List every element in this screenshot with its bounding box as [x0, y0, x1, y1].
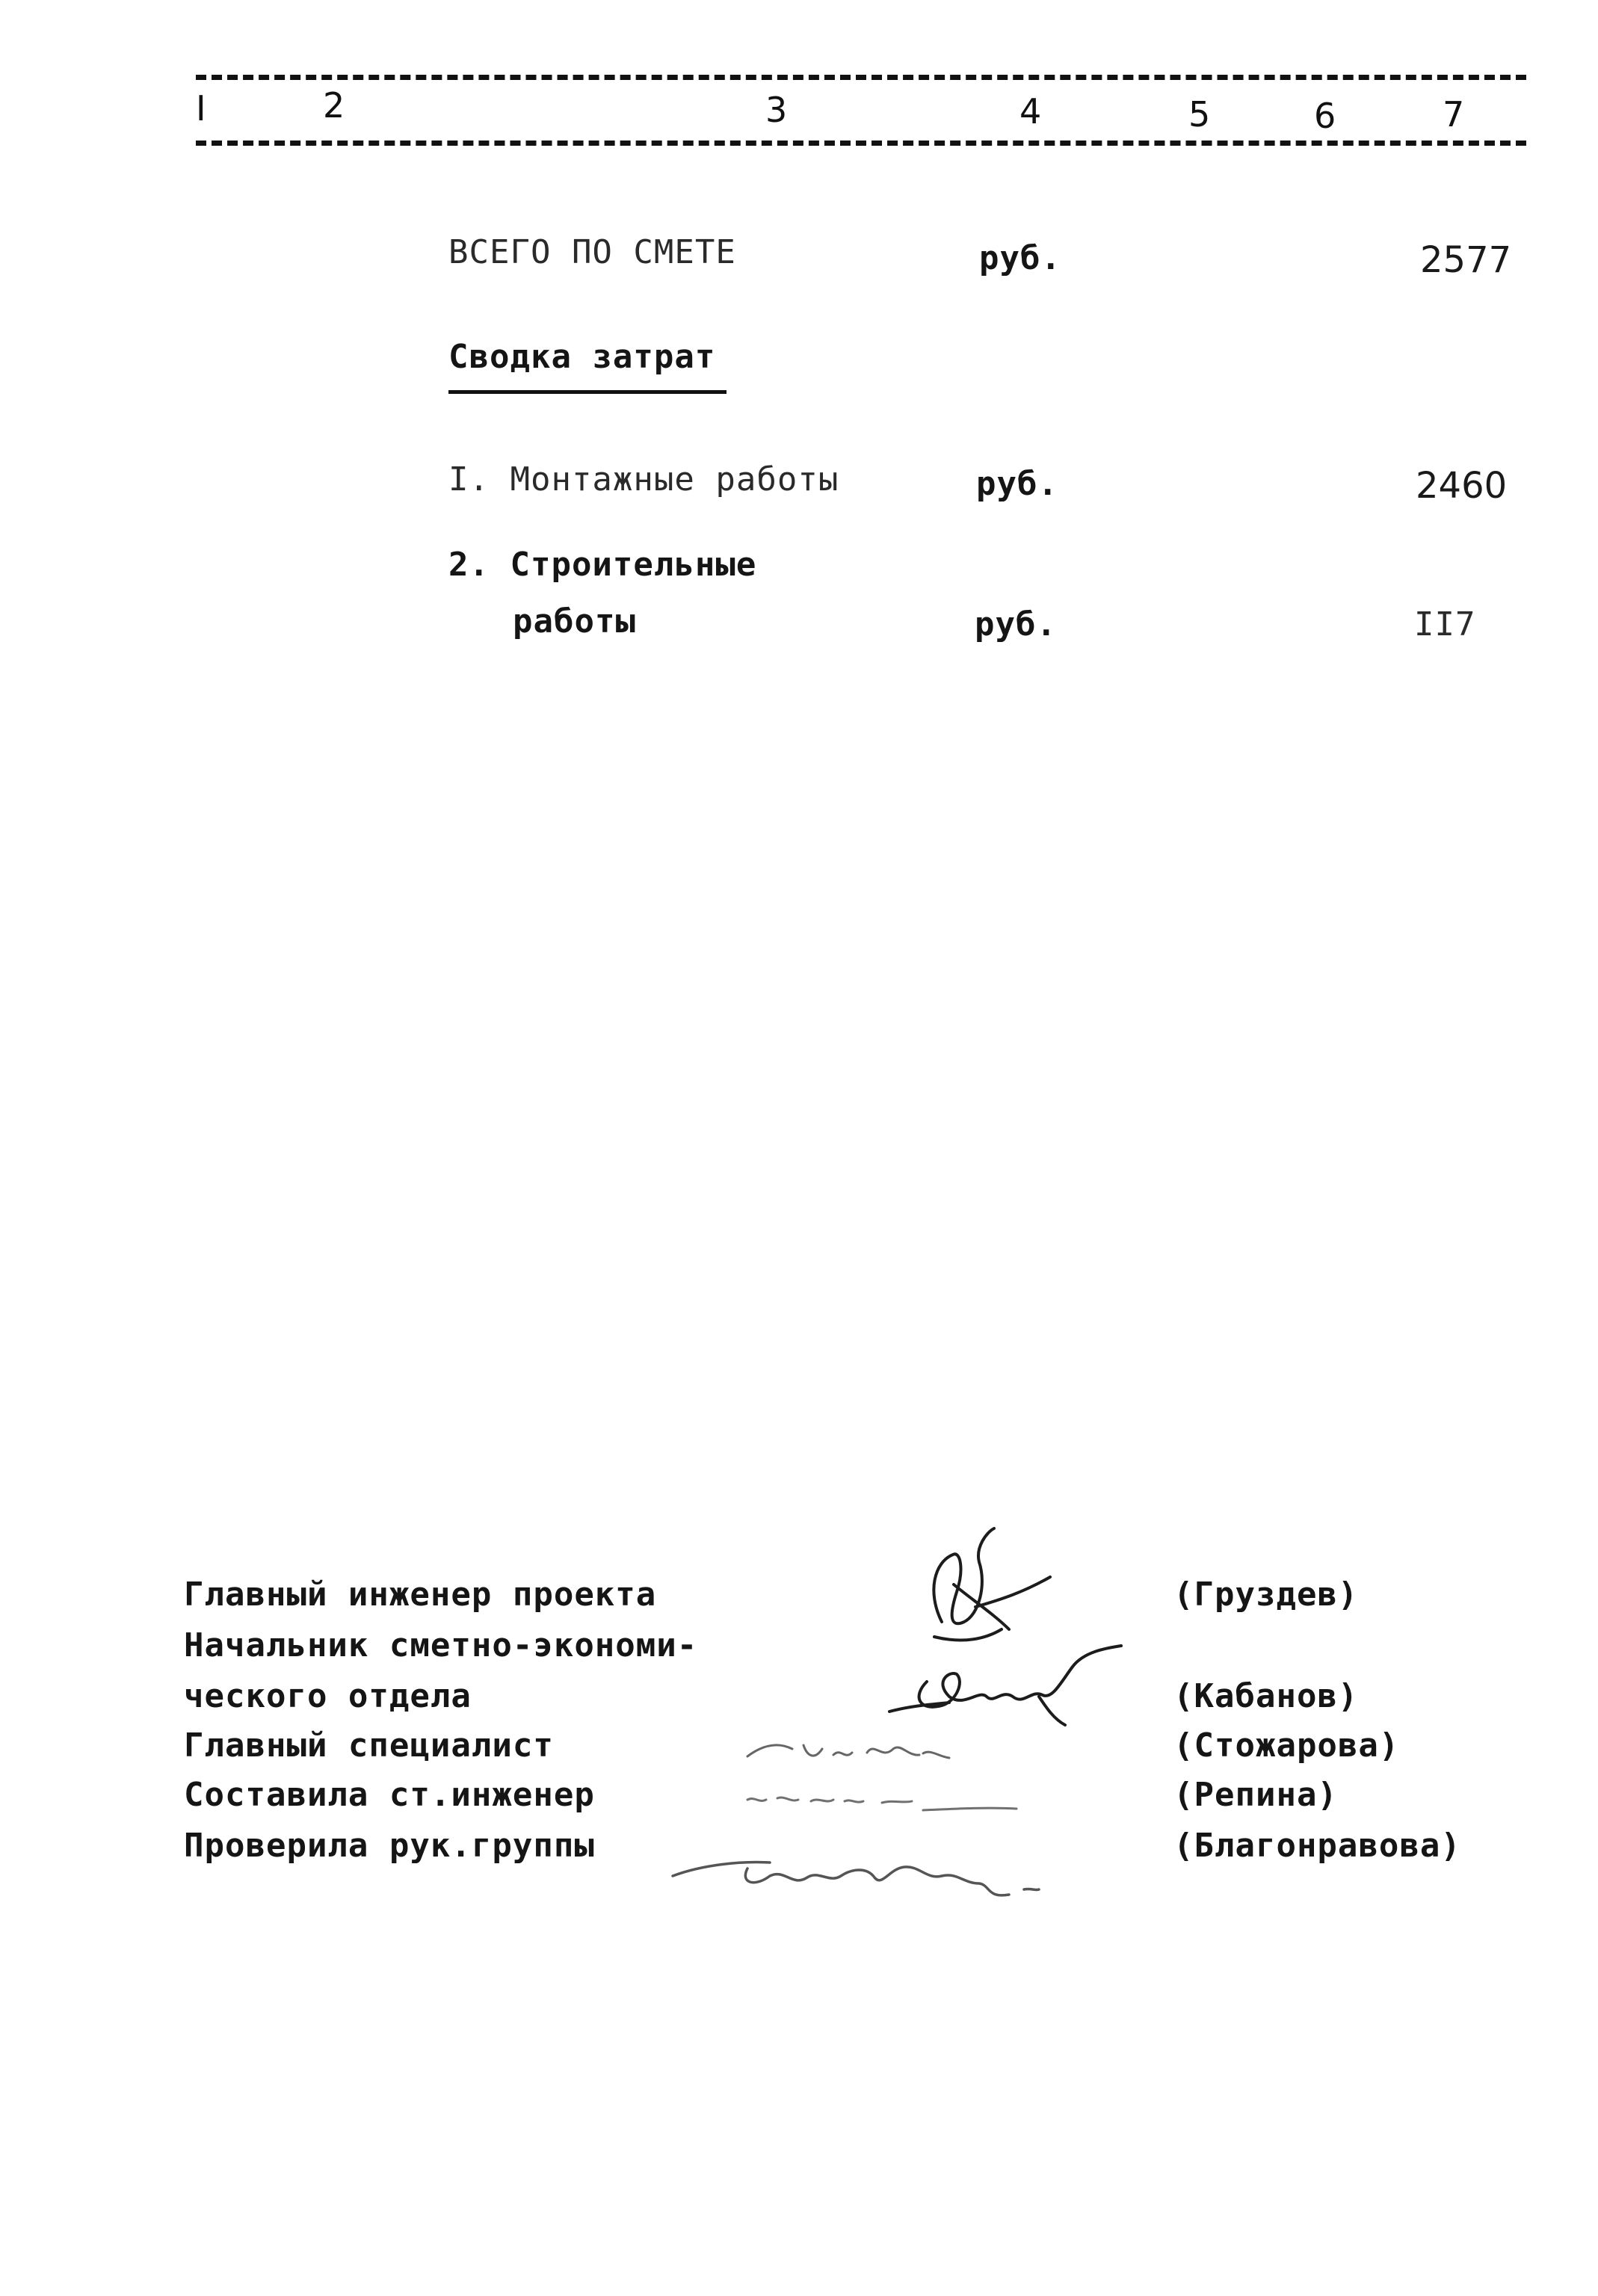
signatory-name: (Груздев): [1173, 1576, 1359, 1614]
signatory-position: Составила ст.инженер: [184, 1776, 595, 1814]
signatory-position: Главный специалист: [184, 1726, 554, 1765]
signatory-name: (Кабанов): [1173, 1677, 1359, 1715]
column-number-6: 6: [1314, 96, 1336, 136]
summary-item-value: II7: [1414, 605, 1476, 644]
summary-item-label: I. Монтажные работы: [448, 460, 839, 499]
summary-item-unit: руб.: [976, 465, 1058, 503]
column-number-7: 7: [1443, 94, 1465, 135]
header-dash-line-bottom: [196, 141, 1526, 146]
column-number-5: 5: [1188, 94, 1211, 135]
summary-item-label-line2: работы: [513, 602, 636, 641]
summary-title-underline: [448, 390, 726, 394]
signature-repina: [732, 1777, 1031, 1830]
summary-item-value: 2460: [1416, 465, 1508, 507]
header-dash-line-top: [196, 75, 1526, 80]
signatory-position: Проверила рук.группы: [184, 1827, 595, 1865]
signatory-position-line2: ческого отдела: [184, 1677, 472, 1715]
signatory-name: (Стожарова): [1173, 1726, 1400, 1765]
column-number-3: 3: [765, 90, 788, 130]
column-number-1: I: [196, 88, 206, 129]
summary-item-unit: руб.: [975, 605, 1057, 644]
signature-stozharova: [732, 1726, 979, 1779]
signature-kabanov: [882, 1637, 1129, 1734]
signatory-position: Главный инженер проекта: [184, 1576, 657, 1614]
column-number-2: 2: [323, 85, 345, 126]
summary-title: Сводка затрат: [448, 338, 716, 376]
total-label: ВСЕГО ПО СМЕТЕ: [448, 233, 736, 271]
signatory-name: (Репина): [1173, 1776, 1338, 1814]
column-number-4: 4: [1019, 91, 1042, 132]
signatory-position-line1: Начальник сметно-экономи-: [184, 1626, 698, 1664]
total-value: 2577: [1420, 239, 1512, 281]
summary-item-label-line1: 2. Строительные: [448, 546, 757, 584]
signatory-name: (Благонравова): [1173, 1827, 1461, 1865]
signature-blagonravova: [658, 1824, 1076, 1906]
total-unit: руб.: [979, 239, 1061, 277]
